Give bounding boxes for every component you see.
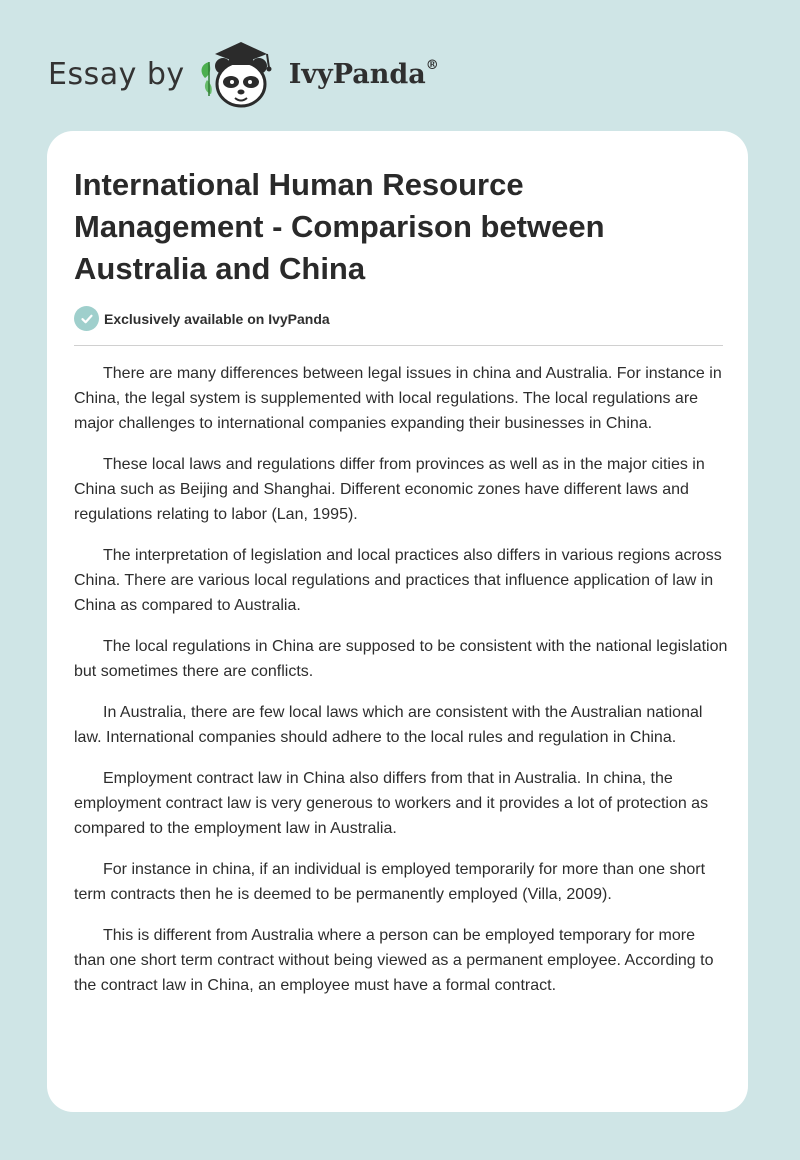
exclusive-badge xyxy=(74,306,330,331)
essay-title: International Human Resource Management - Comparison between Australia and China xyxy=(74,167,605,286)
paragraph: In Australia, there are few local laws which are consistent with the Australian national law. International companies should adhere to the local rules and regulation in China. xyxy=(74,704,703,746)
registered-mark: ® xyxy=(425,58,439,73)
paragraph: The interpretation of legislation and local practices also differs in various regions across China. There are various local regulations and practices that influence application of law in China as compared to Australia. xyxy=(74,547,722,614)
essay-by-label: Essay by xyxy=(48,56,185,92)
paragraph: Employment contract law in China also differs from that in Australia. In china, the employment contract law is very generous to workers and it provides a lot of protection as compared to the employment law in Australia. xyxy=(74,770,709,837)
essay-body xyxy=(74,361,729,1014)
exclusive-label: Exclusively available on IvyPanda xyxy=(104,310,330,327)
panda-graduate-logo-icon[interactable] xyxy=(197,36,283,112)
brand-name[interactable] xyxy=(289,58,439,90)
brand-name-text: IvyPanda xyxy=(288,59,426,90)
essay-card xyxy=(47,131,748,1112)
paragraph: The local regulations in China are supposed to be consistent with the national legislation but sometimes there are conflicts. xyxy=(74,638,728,680)
title-divider xyxy=(74,345,723,346)
check-circle-icon xyxy=(74,306,99,331)
paragraph: For instance in china, if an individual is employed temporarily for more than one short term contracts then he is deemed to be permanently employed (Villa, 2009). xyxy=(74,861,706,903)
paragraph: This is different from Australia where a person can be employed temporary for more than one short term contract without being viewed as a permanent employee. According to the contract law in China, an employee must have a formal contract. xyxy=(74,927,714,994)
paragraph: These local laws and regulations differ from provinces as well as in the major cities in China such as Beijing and Shanghai. Different economic zones have different laws and regulations relating to labor (Lan, 1995). xyxy=(74,456,705,523)
paragraph: There are many differences between legal issues in china and Australia. For instance in China, the legal system is supplemented with local regulations. The local regulations are major challenges to international companies expanding their businesses in China. xyxy=(74,365,722,432)
site-header xyxy=(48,34,439,114)
